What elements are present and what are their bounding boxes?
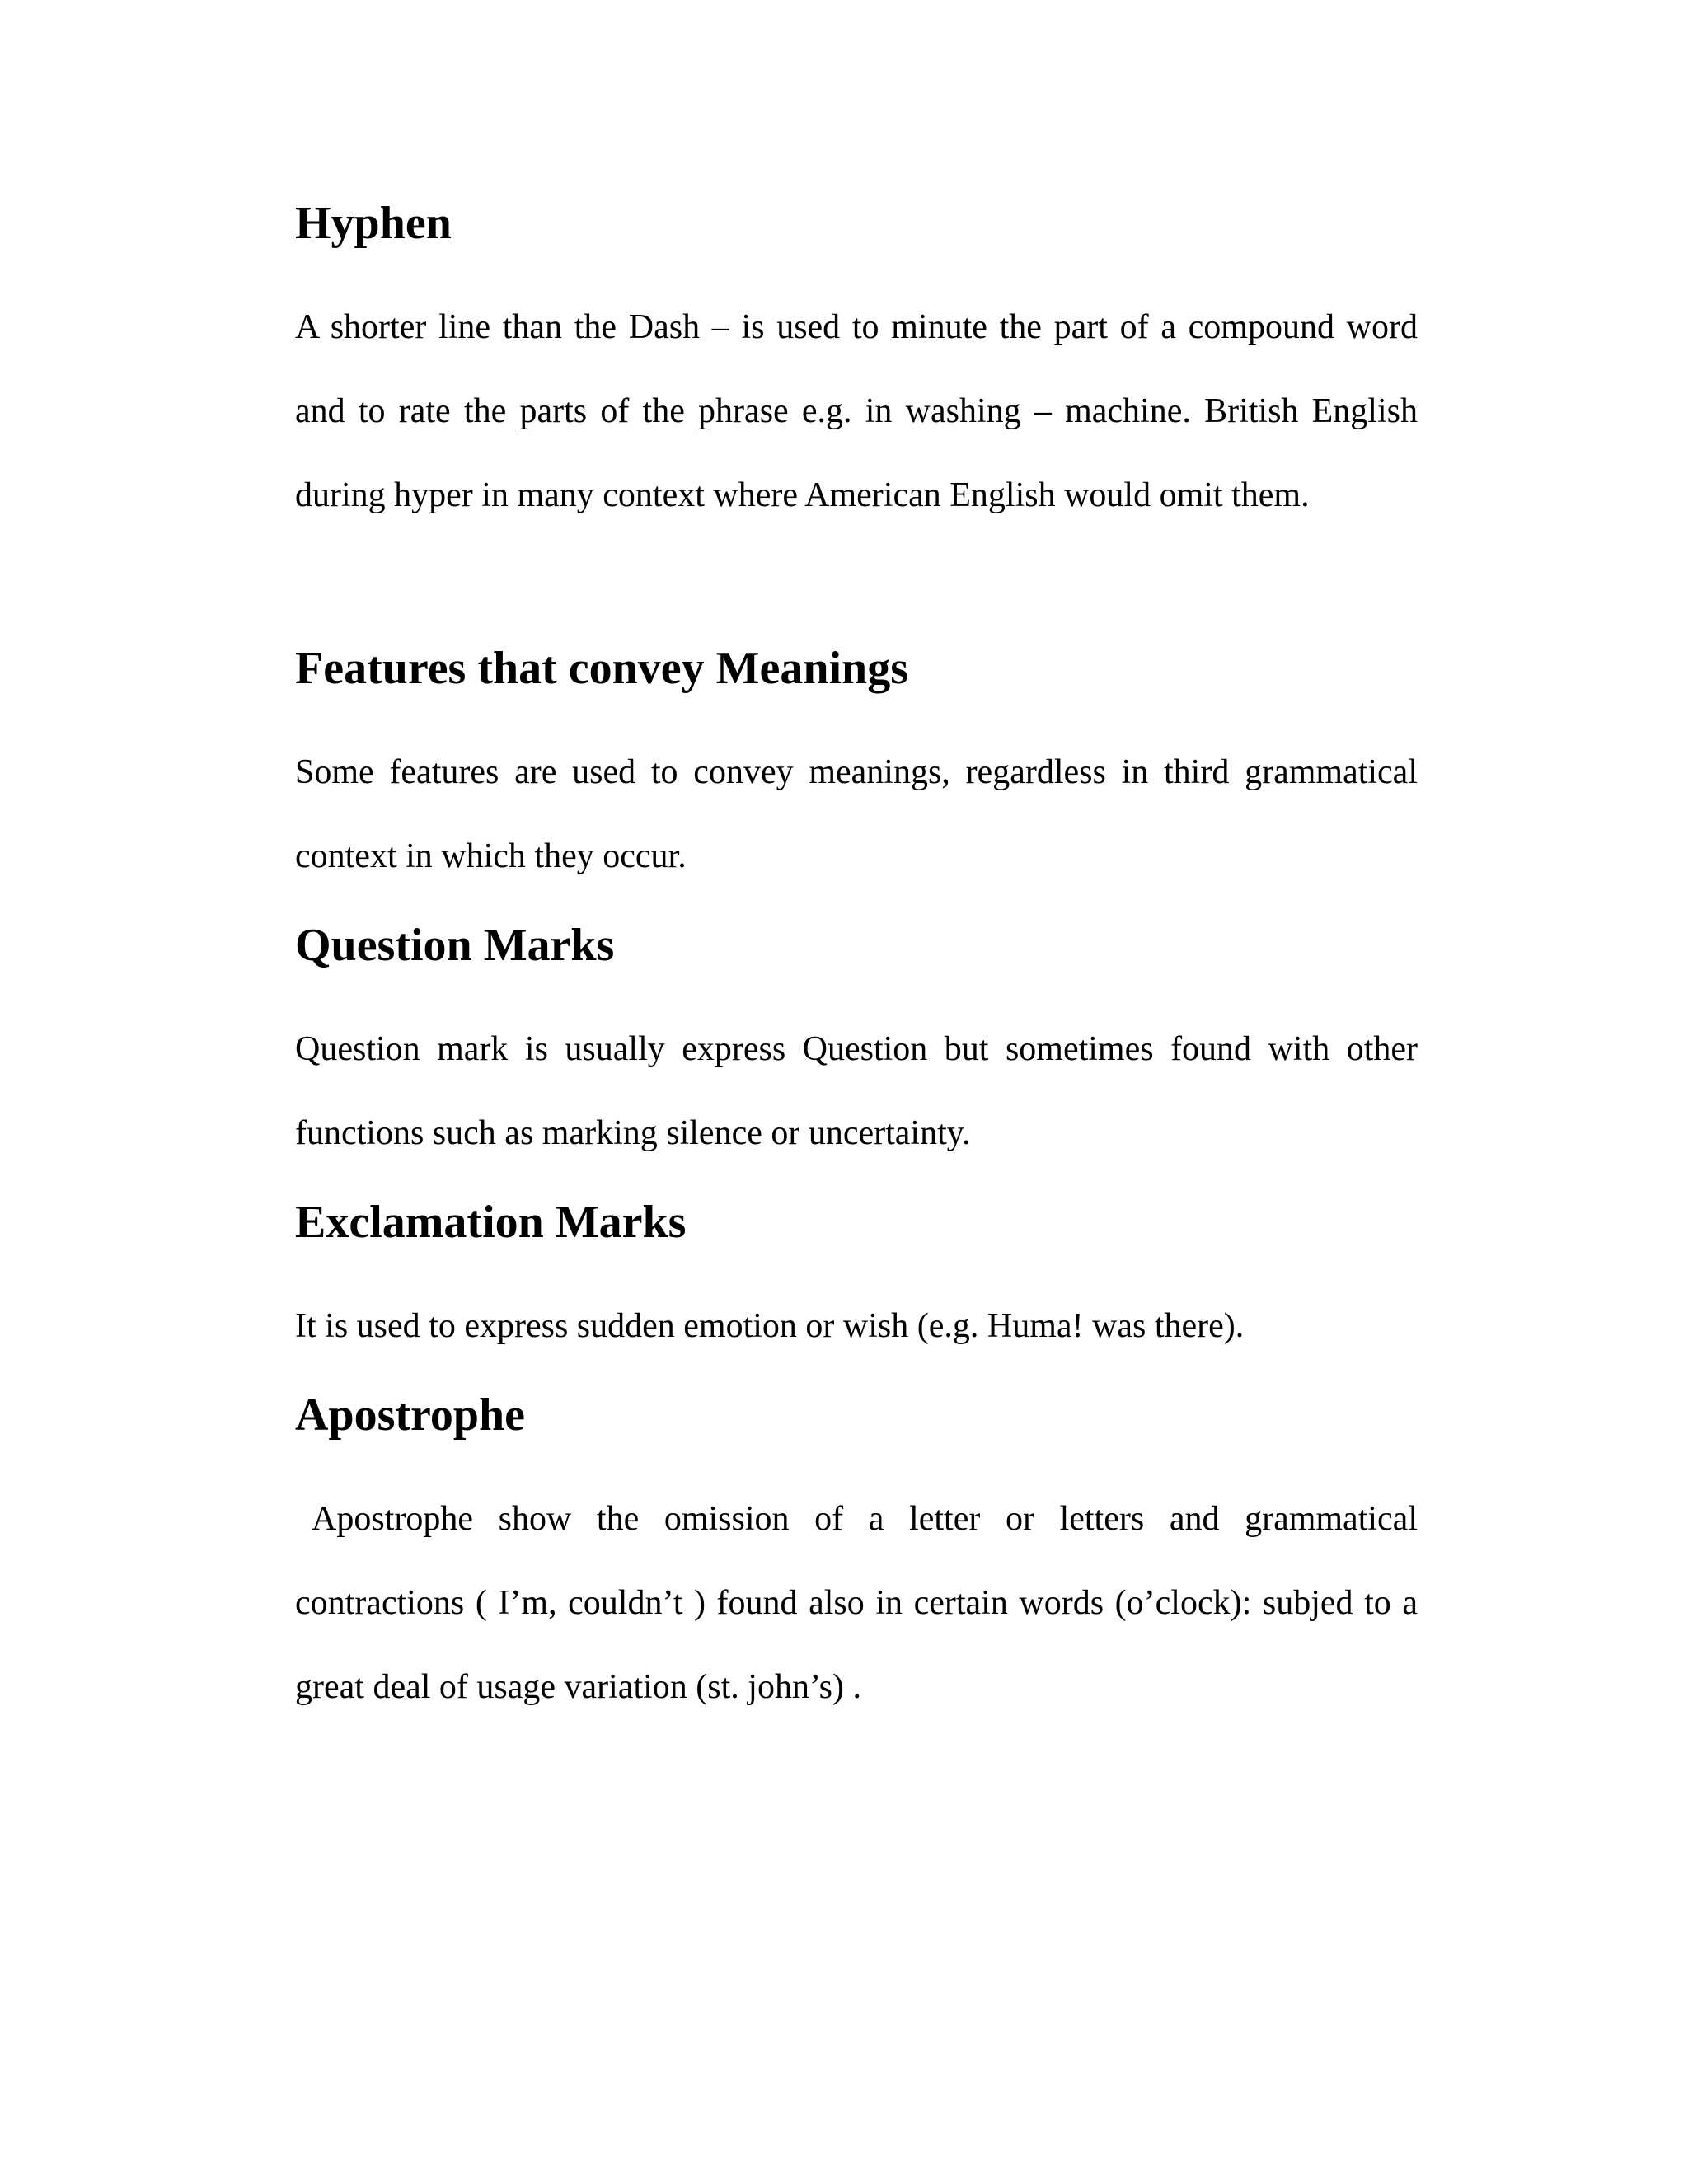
heading-apostrophe: Apostrophe bbox=[295, 1390, 526, 1441]
paragraph-apostrophe: Apostrophe show the omission of a letter or letters and grammatical contractions ( I’m, couldn’t ) found also in certain words (o’clock): subjed to a great deal of usage variation (st. john’s) . bbox=[295, 1500, 1418, 1706]
paragraph-features-that-convey-meanings: Some features are used to convey meanings, regardless in third grammatical context in which they occur. bbox=[295, 753, 1418, 875]
paragraph-hyphen: A shorter line than the Dash – is used to minute the part of a compound word and to rate the parts of the phrase e.g. in washing – machine. British English during hyper in many context where American English would omit them. bbox=[295, 308, 1418, 514]
heading-features-that-convey-meanings: Features that convey Meanings bbox=[295, 643, 908, 694]
paragraph-question-marks: Question mark is usually express Question but sometimes found with other functions such as marking silence or uncertainty. bbox=[295, 1030, 1418, 1152]
heading-hyphen: Hyphen bbox=[295, 198, 452, 249]
heading-exclamation-marks: Exclamation Marks bbox=[295, 1197, 687, 1248]
paragraph-exclamation-marks: It is used to express sudden emotion or wish (e.g. Huma! was there). bbox=[295, 1307, 1245, 1345]
heading-question-marks: Question Marks bbox=[295, 920, 615, 971]
